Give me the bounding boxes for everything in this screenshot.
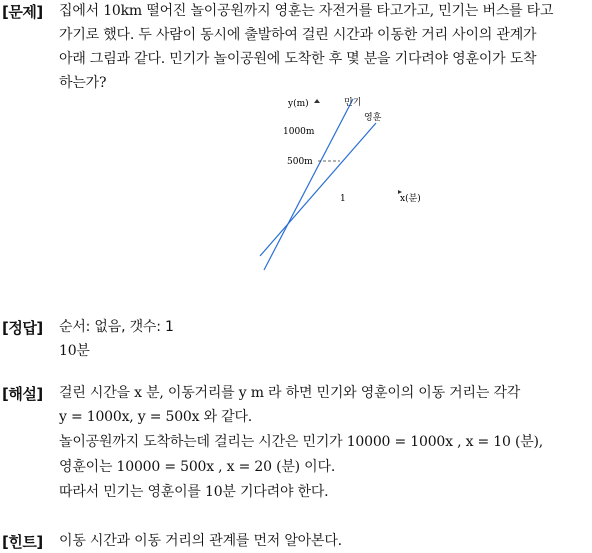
explanation-line-5: 따라서 민기는 영훈이를 10분 기다려야 한다. (59, 484, 329, 500)
explanation-line-4: 영훈이는 10000 = 500x , x = 20 (분) 이다. (59, 459, 336, 475)
younghun-line (260, 123, 376, 256)
x-axis-label: x(분) (400, 194, 421, 204)
series-label-younghun: 영훈 (364, 113, 382, 123)
answer-label: [정답] (2, 319, 43, 337)
series-label-minki: 민기 (344, 98, 362, 108)
explanation-line-3: 놀이공원까지 도착하는데 걸리는 시간은 민기가 10000 = 1000x , x = 10 (분), (59, 434, 544, 450)
minki-line (264, 99, 353, 270)
problem-label: [문제] (2, 3, 43, 21)
explanation-line-1: 걸린 시간을 x 분, 이동거리를 y m 라 하면 민기와 영훈이의 이동 거리는 각각 (59, 385, 521, 401)
problem-line-1: 집에서 10km 떨어진 놀이공원까지 영훈는 자전거를 타고가고, 민기는 버스를 타고 (59, 3, 554, 19)
y-axis-label: y(m) (288, 99, 309, 109)
y-axis-arrow (314, 99, 320, 103)
problem-line-4: 하는가? (59, 75, 107, 91)
explanation-label: [해설] (2, 385, 43, 403)
problem-line-2: 가기로 했다. 두 사람이 동시에 출발하여 걸린 시간과 이동한 거리 사이의 관계가 (59, 27, 537, 43)
hint-text: 이동 시간과 이동 거리의 관계를 먼저 알아본다. (59, 533, 342, 549)
problem-line-3: 아래 그림과 같다. 민기가 놀이공원에 도착한 후 몇 분을 기다려야 영훈이가 도착 (59, 51, 537, 67)
tick-1: 1 (340, 194, 346, 204)
distance-time-graph (250, 94, 440, 274)
answer-meta: 순서: 없음, 갯수: 1 (59, 319, 174, 335)
answer-value: 10분 (59, 343, 90, 359)
hint-label: [힌트] (2, 533, 43, 551)
explanation-line-2: y = 1000x, y = 500x 와 같다. (59, 409, 253, 425)
tick-1000m: 1000m (283, 127, 315, 137)
tick-500m: 500m (287, 157, 313, 167)
